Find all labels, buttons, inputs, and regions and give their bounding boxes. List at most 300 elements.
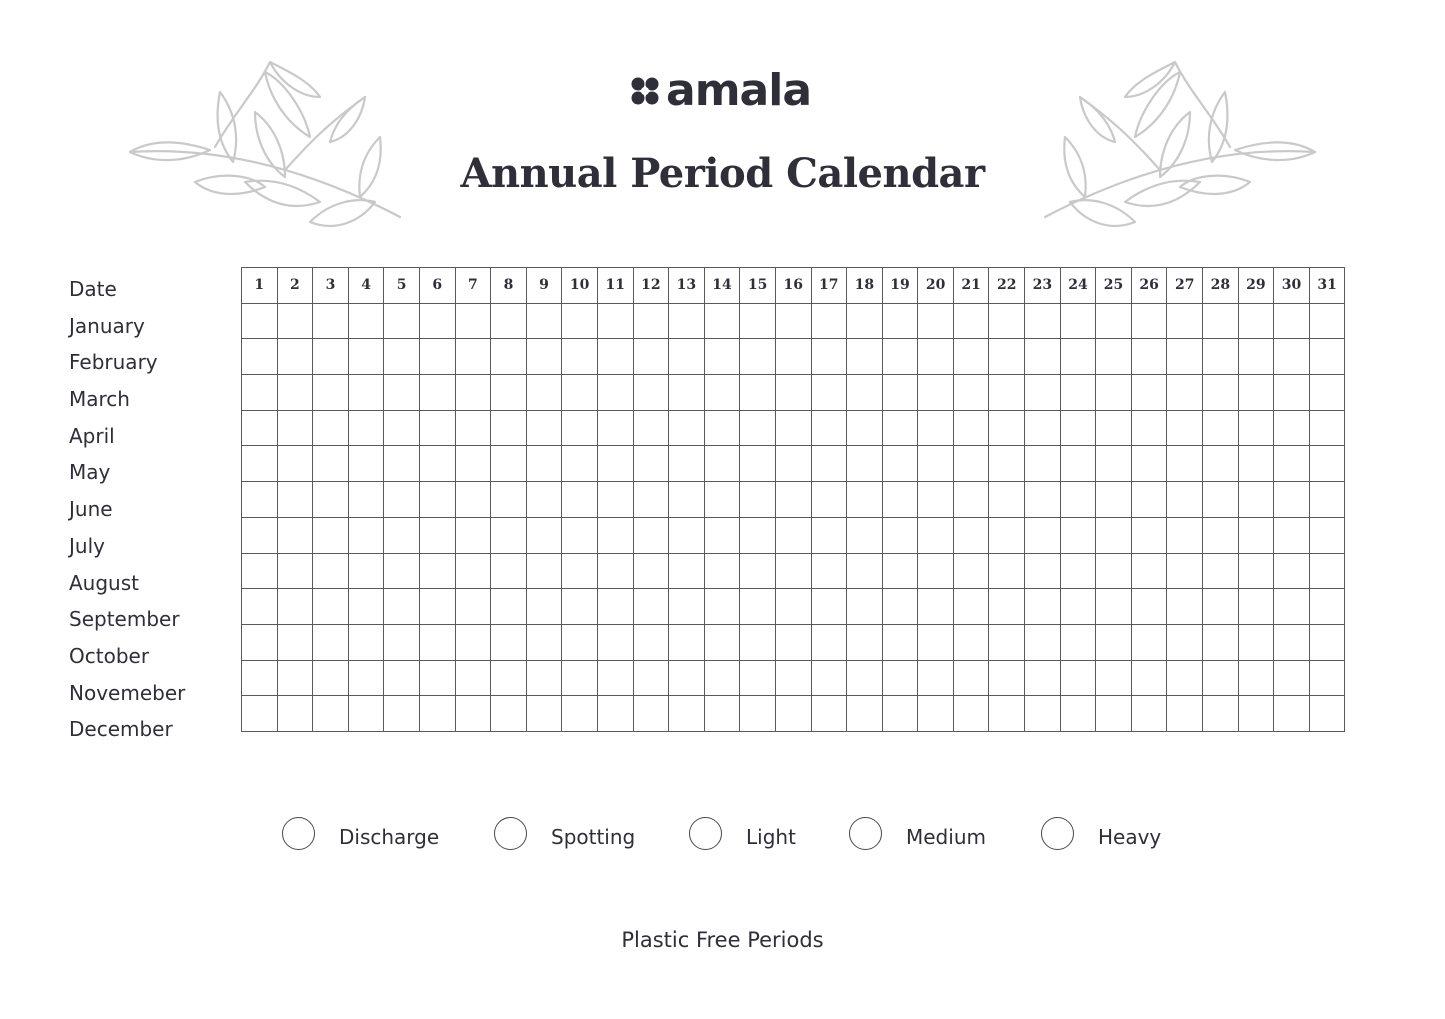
day-cell[interactable]: [1203, 589, 1239, 625]
day-cell[interactable]: [847, 375, 883, 411]
day-cell[interactable]: [669, 589, 705, 625]
day-cell[interactable]: [384, 517, 420, 553]
day-cell[interactable]: [1131, 303, 1167, 339]
day-cell[interactable]: [811, 482, 847, 518]
day-cell[interactable]: [953, 517, 989, 553]
day-cell[interactable]: [669, 339, 705, 375]
day-cell[interactable]: [882, 517, 918, 553]
day-cell[interactable]: [1131, 517, 1167, 553]
day-cell[interactable]: [775, 410, 811, 446]
day-cell[interactable]: [953, 375, 989, 411]
day-cell[interactable]: [704, 589, 740, 625]
day-cell[interactable]: [1096, 660, 1132, 696]
day-cell[interactable]: [775, 624, 811, 660]
day-cell[interactable]: [989, 410, 1025, 446]
day-cell[interactable]: [882, 339, 918, 375]
day-cell[interactable]: [419, 482, 455, 518]
day-cell[interactable]: [1274, 553, 1310, 589]
day-cell[interactable]: [740, 303, 776, 339]
day-cell[interactable]: [526, 446, 562, 482]
day-cell[interactable]: [633, 375, 669, 411]
day-cell[interactable]: [1060, 589, 1096, 625]
circle-checkbox-icon[interactable]: [1041, 817, 1074, 850]
day-cell[interactable]: [740, 660, 776, 696]
day-cell[interactable]: [1025, 553, 1061, 589]
day-cell[interactable]: [597, 375, 633, 411]
day-cell[interactable]: [562, 553, 598, 589]
day-cell[interactable]: [847, 589, 883, 625]
day-cell[interactable]: [989, 660, 1025, 696]
day-cell[interactable]: [704, 696, 740, 732]
day-cell[interactable]: [633, 517, 669, 553]
day-cell[interactable]: [847, 553, 883, 589]
day-cell[interactable]: [1131, 410, 1167, 446]
day-cell[interactable]: [633, 624, 669, 660]
day-cell[interactable]: [918, 339, 954, 375]
day-cell[interactable]: [704, 482, 740, 518]
day-cell[interactable]: [1238, 696, 1274, 732]
day-cell[interactable]: [562, 589, 598, 625]
day-cell[interactable]: [384, 624, 420, 660]
day-cell[interactable]: [633, 482, 669, 518]
day-cell[interactable]: [277, 339, 313, 375]
day-cell[interactable]: [847, 303, 883, 339]
day-cell[interactable]: [277, 589, 313, 625]
day-cell[interactable]: [491, 553, 527, 589]
day-cell[interactable]: [277, 696, 313, 732]
day-cell[interactable]: [633, 410, 669, 446]
day-cell[interactable]: [1131, 660, 1167, 696]
day-cell[interactable]: [989, 696, 1025, 732]
day-cell[interactable]: [1096, 624, 1132, 660]
legend-item-light[interactable]: [689, 817, 796, 850]
day-cell[interactable]: [882, 303, 918, 339]
day-cell[interactable]: [704, 553, 740, 589]
day-cell[interactable]: [491, 589, 527, 625]
day-cell[interactable]: [277, 410, 313, 446]
day-cell[interactable]: [242, 339, 278, 375]
day-cell[interactable]: [918, 624, 954, 660]
day-cell[interactable]: [1238, 375, 1274, 411]
day-cell[interactable]: [704, 517, 740, 553]
day-cell[interactable]: [1131, 624, 1167, 660]
day-cell[interactable]: [242, 410, 278, 446]
day-cell[interactable]: [242, 660, 278, 696]
day-cell[interactable]: [775, 446, 811, 482]
day-cell[interactable]: [775, 303, 811, 339]
day-cell[interactable]: [242, 303, 278, 339]
day-cell[interactable]: [918, 517, 954, 553]
day-cell[interactable]: [1167, 446, 1203, 482]
day-cell[interactable]: [491, 339, 527, 375]
day-cell[interactable]: [491, 482, 527, 518]
day-cell[interactable]: [1131, 482, 1167, 518]
day-cell[interactable]: [918, 482, 954, 518]
day-cell[interactable]: [491, 375, 527, 411]
day-cell[interactable]: [669, 553, 705, 589]
day-cell[interactable]: [562, 446, 598, 482]
day-cell[interactable]: [1309, 624, 1345, 660]
day-cell[interactable]: [669, 517, 705, 553]
day-cell[interactable]: [277, 482, 313, 518]
day-cell[interactable]: [1167, 696, 1203, 732]
day-cell[interactable]: [633, 696, 669, 732]
day-cell[interactable]: [348, 660, 384, 696]
day-cell[interactable]: [1203, 696, 1239, 732]
day-cell[interactable]: [1131, 339, 1167, 375]
day-cell[interactable]: [953, 339, 989, 375]
day-cell[interactable]: [669, 624, 705, 660]
day-cell[interactable]: [242, 446, 278, 482]
day-cell[interactable]: [1131, 446, 1167, 482]
day-cell[interactable]: [669, 303, 705, 339]
day-cell[interactable]: [740, 446, 776, 482]
day-cell[interactable]: [384, 446, 420, 482]
day-cell[interactable]: [882, 482, 918, 518]
day-cell[interactable]: [1025, 696, 1061, 732]
day-cell[interactable]: [419, 660, 455, 696]
day-cell[interactable]: [1309, 446, 1345, 482]
day-cell[interactable]: [1238, 589, 1274, 625]
legend-item-spotting[interactable]: [494, 817, 635, 850]
day-cell[interactable]: [918, 446, 954, 482]
day-cell[interactable]: [669, 410, 705, 446]
day-cell[interactable]: [633, 660, 669, 696]
day-cell[interactable]: [562, 339, 598, 375]
day-cell[interactable]: [455, 660, 491, 696]
day-cell[interactable]: [491, 410, 527, 446]
day-cell[interactable]: [1131, 553, 1167, 589]
day-cell[interactable]: [242, 482, 278, 518]
day-cell[interactable]: [455, 589, 491, 625]
day-cell[interactable]: [1131, 375, 1167, 411]
day-cell[interactable]: [348, 589, 384, 625]
day-cell[interactable]: [313, 410, 349, 446]
day-cell[interactable]: [455, 339, 491, 375]
day-cell[interactable]: [1274, 482, 1310, 518]
day-cell[interactable]: [455, 446, 491, 482]
day-cell[interactable]: [989, 303, 1025, 339]
day-cell[interactable]: [1309, 410, 1345, 446]
legend-item-heavy[interactable]: [1041, 817, 1161, 850]
day-cell[interactable]: [1238, 446, 1274, 482]
day-cell[interactable]: [491, 696, 527, 732]
day-cell[interactable]: [491, 303, 527, 339]
day-cell[interactable]: [277, 446, 313, 482]
day-cell[interactable]: [1025, 624, 1061, 660]
day-cell[interactable]: [989, 624, 1025, 660]
day-cell[interactable]: [562, 517, 598, 553]
day-cell[interactable]: [989, 446, 1025, 482]
day-cell[interactable]: [526, 339, 562, 375]
day-cell[interactable]: [348, 624, 384, 660]
day-cell[interactable]: [1025, 410, 1061, 446]
day-cell[interactable]: [1238, 624, 1274, 660]
day-cell[interactable]: [277, 553, 313, 589]
day-cell[interactable]: [455, 624, 491, 660]
day-cell[interactable]: [1167, 410, 1203, 446]
day-cell[interactable]: [704, 410, 740, 446]
day-cell[interactable]: [704, 660, 740, 696]
day-cell[interactable]: [597, 589, 633, 625]
day-cell[interactable]: [1274, 446, 1310, 482]
day-cell[interactable]: [669, 375, 705, 411]
day-cell[interactable]: [847, 482, 883, 518]
day-cell[interactable]: [1274, 624, 1310, 660]
day-cell[interactable]: [811, 410, 847, 446]
day-cell[interactable]: [313, 553, 349, 589]
day-cell[interactable]: [811, 553, 847, 589]
day-cell[interactable]: [1167, 482, 1203, 518]
day-cell[interactable]: [597, 410, 633, 446]
day-cell[interactable]: [419, 553, 455, 589]
day-cell[interactable]: [811, 517, 847, 553]
day-cell[interactable]: [633, 589, 669, 625]
circle-checkbox-icon[interactable]: [282, 817, 315, 850]
day-cell[interactable]: [1060, 696, 1096, 732]
day-cell[interactable]: [526, 303, 562, 339]
circle-checkbox-icon[interactable]: [849, 817, 882, 850]
day-cell[interactable]: [989, 482, 1025, 518]
day-cell[interactable]: [775, 696, 811, 732]
day-cell[interactable]: [419, 446, 455, 482]
day-cell[interactable]: [847, 624, 883, 660]
day-cell[interactable]: [526, 589, 562, 625]
day-cell[interactable]: [348, 303, 384, 339]
day-cell[interactable]: [811, 589, 847, 625]
day-cell[interactable]: [1203, 410, 1239, 446]
day-cell[interactable]: [953, 589, 989, 625]
day-cell[interactable]: [740, 624, 776, 660]
day-cell[interactable]: [597, 696, 633, 732]
day-cell[interactable]: [918, 589, 954, 625]
day-cell[interactable]: [740, 696, 776, 732]
day-cell[interactable]: [597, 339, 633, 375]
day-cell[interactable]: [597, 517, 633, 553]
day-cell[interactable]: [1167, 517, 1203, 553]
day-cell[interactable]: [847, 446, 883, 482]
day-cell[interactable]: [1096, 553, 1132, 589]
day-cell[interactable]: [597, 660, 633, 696]
day-cell[interactable]: [1096, 696, 1132, 732]
day-cell[interactable]: [1274, 696, 1310, 732]
day-cell[interactable]: [526, 696, 562, 732]
day-cell[interactable]: [1238, 517, 1274, 553]
day-cell[interactable]: [419, 589, 455, 625]
day-cell[interactable]: [704, 446, 740, 482]
day-cell[interactable]: [633, 339, 669, 375]
day-cell[interactable]: [740, 517, 776, 553]
day-cell[interactable]: [526, 517, 562, 553]
day-cell[interactable]: [455, 375, 491, 411]
day-cell[interactable]: [918, 660, 954, 696]
day-cell[interactable]: [882, 410, 918, 446]
day-cell[interactable]: [419, 339, 455, 375]
day-cell[interactable]: [918, 303, 954, 339]
day-cell[interactable]: [1060, 446, 1096, 482]
day-cell[interactable]: [1060, 517, 1096, 553]
day-cell[interactable]: [704, 624, 740, 660]
day-cell[interactable]: [384, 589, 420, 625]
day-cell[interactable]: [313, 696, 349, 732]
day-cell[interactable]: [704, 375, 740, 411]
day-cell[interactable]: [882, 660, 918, 696]
day-cell[interactable]: [455, 482, 491, 518]
day-cell[interactable]: [1238, 660, 1274, 696]
day-cell[interactable]: [313, 446, 349, 482]
day-cell[interactable]: [1025, 517, 1061, 553]
day-cell[interactable]: [419, 410, 455, 446]
day-cell[interactable]: [419, 696, 455, 732]
day-cell[interactable]: [348, 446, 384, 482]
day-cell[interactable]: [811, 696, 847, 732]
day-cell[interactable]: [1096, 303, 1132, 339]
day-cell[interactable]: [669, 482, 705, 518]
day-cell[interactable]: [1274, 517, 1310, 553]
day-cell[interactable]: [1309, 303, 1345, 339]
day-cell[interactable]: [1060, 339, 1096, 375]
day-cell[interactable]: [597, 553, 633, 589]
day-cell[interactable]: [882, 553, 918, 589]
day-cell[interactable]: [491, 660, 527, 696]
day-cell[interactable]: [1131, 589, 1167, 625]
day-cell[interactable]: [669, 696, 705, 732]
day-cell[interactable]: [633, 446, 669, 482]
day-cell[interactable]: [491, 624, 527, 660]
day-cell[interactable]: [562, 624, 598, 660]
day-cell[interactable]: [1274, 660, 1310, 696]
day-cell[interactable]: [918, 553, 954, 589]
day-cell[interactable]: [597, 446, 633, 482]
day-cell[interactable]: [1309, 375, 1345, 411]
day-cell[interactable]: [882, 624, 918, 660]
day-cell[interactable]: [882, 696, 918, 732]
day-cell[interactable]: [775, 482, 811, 518]
day-cell[interactable]: [989, 517, 1025, 553]
day-cell[interactable]: [1274, 303, 1310, 339]
day-cell[interactable]: [526, 660, 562, 696]
day-cell[interactable]: [740, 589, 776, 625]
day-cell[interactable]: [1025, 482, 1061, 518]
day-cell[interactable]: [348, 375, 384, 411]
day-cell[interactable]: [242, 375, 278, 411]
day-cell[interactable]: [526, 553, 562, 589]
day-cell[interactable]: [1309, 517, 1345, 553]
day-cell[interactable]: [277, 624, 313, 660]
day-cell[interactable]: [1096, 517, 1132, 553]
day-cell[interactable]: [740, 339, 776, 375]
day-cell[interactable]: [1274, 410, 1310, 446]
day-cell[interactable]: [242, 517, 278, 553]
day-cell[interactable]: [1309, 339, 1345, 375]
day-cell[interactable]: [1131, 696, 1167, 732]
day-cell[interactable]: [775, 589, 811, 625]
day-cell[interactable]: [562, 375, 598, 411]
day-cell[interactable]: [384, 482, 420, 518]
day-cell[interactable]: [455, 696, 491, 732]
day-cell[interactable]: [1060, 660, 1096, 696]
day-cell[interactable]: [313, 624, 349, 660]
day-cell[interactable]: [597, 482, 633, 518]
day-cell[interactable]: [491, 446, 527, 482]
day-cell[interactable]: [348, 410, 384, 446]
day-cell[interactable]: [1025, 446, 1061, 482]
day-cell[interactable]: [1274, 339, 1310, 375]
day-cell[interactable]: [455, 517, 491, 553]
day-cell[interactable]: [811, 660, 847, 696]
day-cell[interactable]: [1203, 446, 1239, 482]
day-cell[interactable]: [704, 303, 740, 339]
day-cell[interactable]: [1167, 553, 1203, 589]
day-cell[interactable]: [1060, 553, 1096, 589]
day-cell[interactable]: [989, 589, 1025, 625]
day-cell[interactable]: [384, 696, 420, 732]
day-cell[interactable]: [1060, 410, 1096, 446]
day-cell[interactable]: [242, 553, 278, 589]
circle-checkbox-icon[interactable]: [689, 817, 722, 850]
day-cell[interactable]: [989, 553, 1025, 589]
day-cell[interactable]: [633, 303, 669, 339]
day-cell[interactable]: [277, 375, 313, 411]
day-cell[interactable]: [277, 517, 313, 553]
day-cell[interactable]: [775, 375, 811, 411]
circle-checkbox-icon[interactable]: [494, 817, 527, 850]
day-cell[interactable]: [1238, 339, 1274, 375]
day-cell[interactable]: [953, 482, 989, 518]
day-cell[interactable]: [242, 589, 278, 625]
day-cell[interactable]: [1025, 339, 1061, 375]
day-cell[interactable]: [953, 410, 989, 446]
day-cell[interactable]: [1096, 446, 1132, 482]
day-cell[interactable]: [811, 446, 847, 482]
day-cell[interactable]: [811, 375, 847, 411]
day-cell[interactable]: [313, 660, 349, 696]
day-cell[interactable]: [455, 303, 491, 339]
day-cell[interactable]: [1025, 660, 1061, 696]
day-cell[interactable]: [562, 303, 598, 339]
day-cell[interactable]: [740, 375, 776, 411]
day-cell[interactable]: [526, 410, 562, 446]
day-cell[interactable]: [775, 339, 811, 375]
day-cell[interactable]: [1096, 375, 1132, 411]
day-cell[interactable]: [1203, 660, 1239, 696]
day-cell[interactable]: [1203, 517, 1239, 553]
day-cell[interactable]: [953, 624, 989, 660]
day-cell[interactable]: [1309, 696, 1345, 732]
day-cell[interactable]: [348, 339, 384, 375]
day-cell[interactable]: [847, 339, 883, 375]
day-cell[interactable]: [1203, 339, 1239, 375]
day-cell[interactable]: [562, 482, 598, 518]
day-cell[interactable]: [419, 303, 455, 339]
day-cell[interactable]: [953, 696, 989, 732]
day-cell[interactable]: [847, 517, 883, 553]
day-cell[interactable]: [669, 660, 705, 696]
day-cell[interactable]: [847, 660, 883, 696]
day-cell[interactable]: [989, 375, 1025, 411]
day-cell[interactable]: [775, 660, 811, 696]
day-cell[interactable]: [313, 517, 349, 553]
day-cell[interactable]: [1238, 410, 1274, 446]
day-cell[interactable]: [277, 303, 313, 339]
day-cell[interactable]: [882, 589, 918, 625]
day-cell[interactable]: [1203, 482, 1239, 518]
day-cell[interactable]: [597, 624, 633, 660]
day-cell[interactable]: [419, 624, 455, 660]
day-cell[interactable]: [811, 624, 847, 660]
legend-item-medium[interactable]: [849, 817, 986, 850]
day-cell[interactable]: [313, 375, 349, 411]
